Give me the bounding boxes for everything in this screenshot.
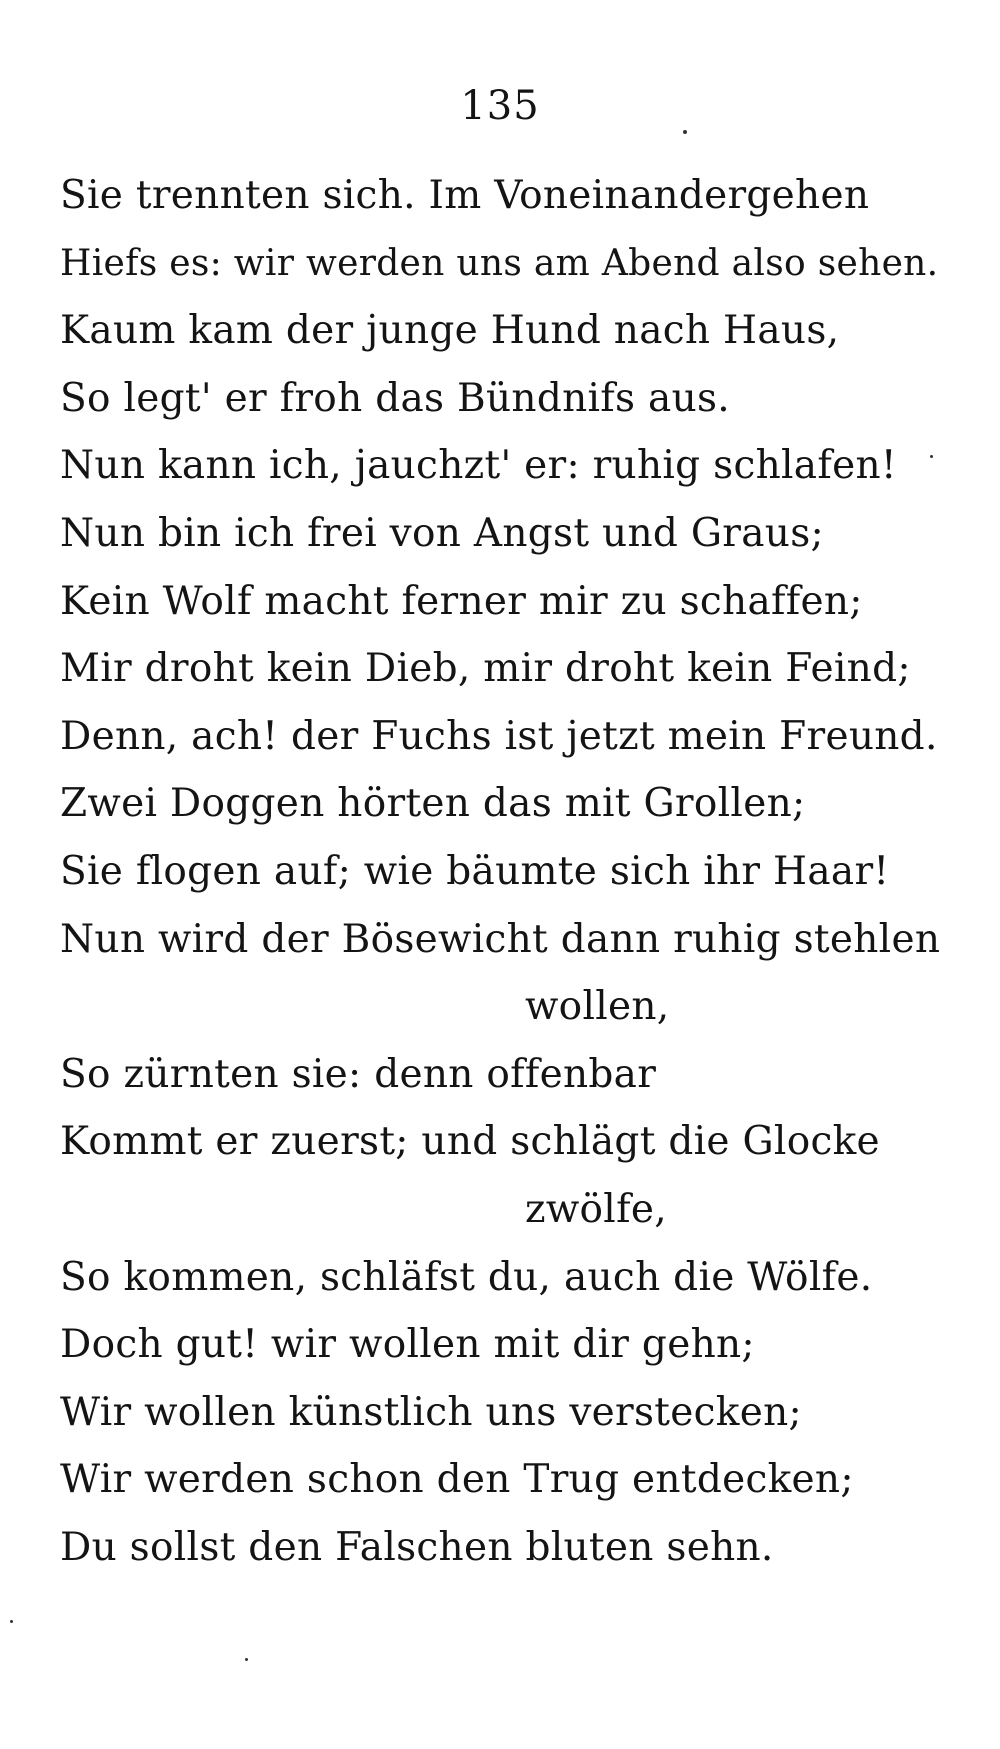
poem-line: Zwei Doggen hörten das mit Grollen; [60, 781, 806, 827]
poem-line: Mir droht kein Dieb, mir droht kein Feind; [60, 646, 911, 692]
poem-line: Nun wird der Bösewicht dann ruhig stehlen [60, 916, 941, 962]
poem-line: wollen, [525, 984, 670, 1030]
poem-line: Hiefs es: wir werden uns am Abend also sehen. [60, 242, 939, 284]
poem-line: Kommt er zuerst; und schlägt die Glocke [60, 1119, 880, 1165]
poem-line: Nun kann ich, jauchzt' er: ruhig schlafen! [60, 443, 897, 489]
ink-speck [245, 1658, 248, 1661]
page-number: 135 [460, 83, 540, 129]
poem-line: zwölfe, [525, 1186, 667, 1232]
poem-line: Denn, ach! der Fuchs ist jetzt mein Freund. [60, 713, 938, 759]
poem-line: Sie flogen auf; wie bäumte sich ihr Haar! [60, 848, 890, 894]
ink-speck [930, 455, 933, 458]
ink-speck [10, 1620, 13, 1623]
poem-line: Sie trennten sich. Im Voneinandergehen [60, 173, 870, 218]
poem-line: So zürnten sie: denn offenbar [60, 1051, 657, 1097]
ink-speck [683, 130, 687, 134]
poem-line: So legt' er froh das Bündnifs aus. [60, 375, 731, 421]
poem-line: Kein Wolf macht ferner mir zu schaffen; [60, 578, 863, 624]
poem-line: Kaum kam der junge Hund nach Haus, [60, 308, 840, 354]
poem-line: Wir werden schon den Trug entdecken; [60, 1457, 854, 1503]
poem-line: Nun bin ich frei von Angst und Graus; [60, 510, 824, 556]
poem-line: So kommen, schläfst du, auch die Wölfe. [60, 1254, 873, 1300]
poem-line: Du sollst den Falschen bluten sehn. [60, 1524, 774, 1570]
poem-line: Doch gut! wir wollen mit dir gehn; [60, 1322, 755, 1368]
poem-text [60, 162, 940, 1581]
poem-line: Wir wollen künstlich uns verstecken; [60, 1389, 802, 1435]
